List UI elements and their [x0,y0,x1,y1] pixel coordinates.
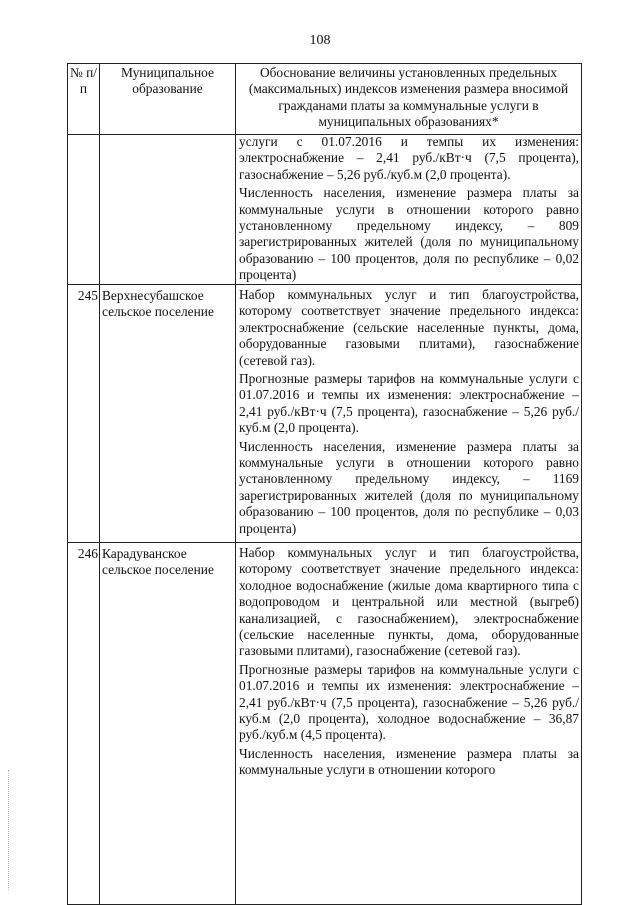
scan-margin-mark [8,770,10,890]
population-text: Численность населения, изменение размера платы за коммунальные услуги в отношении которого равно установленному предельному индексу, – 1169 зарегистрированных жителей (доля по муниципальному образованию – 100 процентов, доля по республике – 0,03 процента) [239,438,579,536]
continuation-population-text: Численность населения, изменение размера платы за коммунальные услуги в отношении которого равно установленному предельному индексу, – 809 зарегистрированных жителей (доля по муниципальному образованию – 100 процентов, доля по республике – 0,02 процента) [239,185,579,283]
continuation-tariffs-text: услуги с 01.07.2016 и темпы их изменения: электроснабжение – 2,41 руб./кВт·ч (7,5 процента), газоснабжение – 5,26 руб./куб.м (2,0 процента). [239,134,579,182]
cell-justification-continuation [236,135,582,285]
header-justification: Обоснование величины установленных предельных (максимальных) индексов изменения размера вносимой гражданами платы за коммунальные услуги в муниципальных образованиях* [236,64,582,135]
cell-number-empty [68,135,100,285]
cell-municipality-empty [100,135,236,285]
population-text: Численность населения, изменение размера платы за коммунальные услуги в отношении которого [239,745,579,778]
services-set-text: Набор коммунальных услуг и тип благоустройства, которому соответствует значение предельного индекса: холодное водоснабжение (жилые дома квартирного типа с водопроводом и центральной или местной (выгреб) канализацией, с газоснабжением), электроснабжение (сельские населенные пункты, дома, оборудованные газовыми плитами), газоснабжение (сетевой газ). [239,545,579,659]
page-number: 108 [309,33,331,48]
row-municipality: Верхнесубашское сельское поселение [100,285,236,543]
table-row-continuation [68,135,582,285]
tariffs-forecast-text: Прогнозные размеры тарифов на коммунальные услуги с 01.07.2016 и темпы их изменения: электроснабжение – 2,41 руб./кВт·ч (7,5 процента), газоснабжение – 5,26 руб./куб.м (2,0 процента), холодное водоснабжение – 36,87 руб./куб.м (4,5 процента). [239,661,579,743]
services-set-text: Набор коммунальных услуг и тип благоустройства, которому соответствует значение предельного индекса: электроснабжение (сельские населенные пункты, дома, оборудованные газовыми плитами), газоснабжение (сетевой газ). [239,287,579,368]
indices-table [67,63,582,905]
row-number: 246 [68,543,100,905]
table-row [68,543,582,905]
row-number: 245 [68,285,100,543]
header-municipality: Муниципальное образование [100,64,236,135]
header-number: № п/п [68,64,100,135]
tariffs-forecast-text: Прогнозные размеры тарифов на коммунальные услуги с 01.07.2016 и темпы их изменения: электроснабжение – 2,41 руб./кВт·ч (7,5 процента), газоснабжение – 5,26 руб./куб.м (2,0 процента). [239,371,579,436]
row-justification [236,285,582,543]
row-municipality: Карадуванское сельское поселение [100,543,236,905]
table-header-row [68,64,582,135]
table-row [68,285,582,543]
row-justification [236,543,582,905]
